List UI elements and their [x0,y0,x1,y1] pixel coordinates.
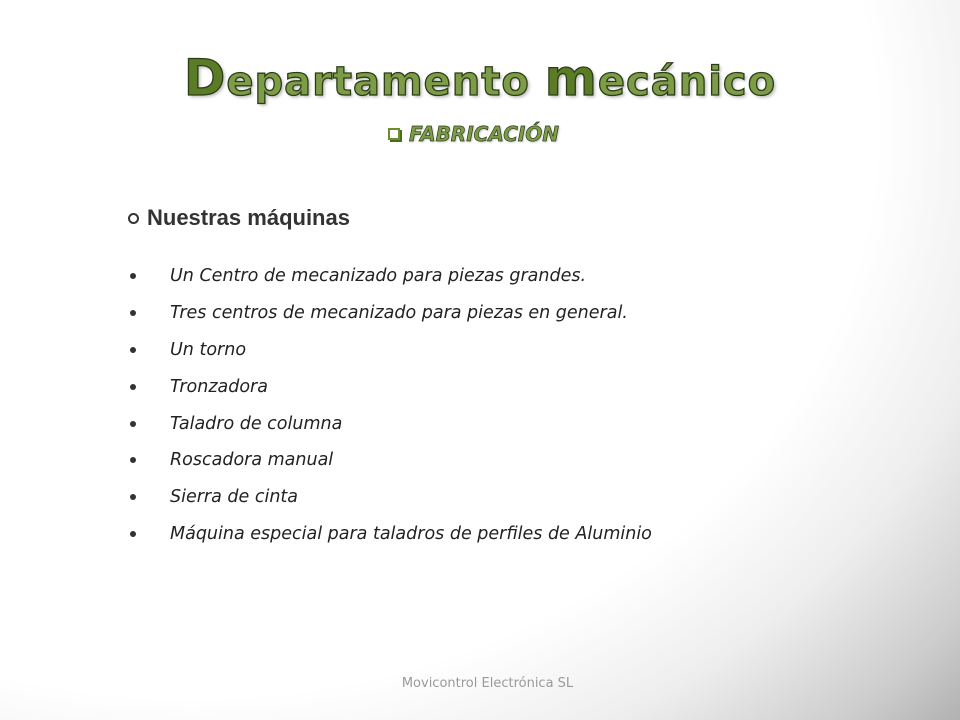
title-initial-m: m [544,49,598,107]
list-item-text: Roscadora manual [170,450,334,471]
slide-title [0,50,960,110]
hollow-circle-icon [128,213,139,224]
list-item [130,368,652,405]
list-item [130,516,652,553]
machine-list [130,258,652,552]
list-item-text: Tronzadora [170,376,268,397]
bullet-dot-icon [130,457,136,463]
bullet-dot-icon [130,384,136,390]
section-heading-text: Nuestras máquinas [147,205,350,230]
list-item-text: Tres centros de mecanizado para piezas en general. [170,303,628,324]
footer-company-name: Movicontrol Electrónica SL [401,676,574,691]
section-heading [128,202,350,234]
title-word-rest-2: ecánico [597,59,777,105]
list-item-text: Taladro de columna [170,413,343,434]
list-item [130,258,652,295]
bullet-dot-icon [130,494,136,500]
list-item-text: Máquina especial para taladros de perfiles de Aluminio [170,523,652,544]
list-item-text: Sierra de cinta [170,487,299,508]
list-item-text: Un torno [170,339,247,360]
list-item [130,332,652,369]
subheading [388,118,559,150]
list-item-text: Un Centro de mecanizado para piezas grandes. [170,266,587,287]
bullet-dot-icon [130,531,136,537]
checkbox-square-icon [388,128,400,140]
bullet-dot-icon [130,347,136,353]
title-word-rest-1: epartamento [226,59,545,105]
bullet-dot-icon [130,421,136,427]
title-initial-d: D [183,49,227,107]
list-item [130,442,652,479]
subheading-text: FABRICACIÓN [409,122,560,146]
list-item [130,479,652,516]
list-item [130,295,652,332]
bullet-dot-icon [130,273,136,279]
bullet-dot-icon [130,310,136,316]
list-item [130,405,652,442]
